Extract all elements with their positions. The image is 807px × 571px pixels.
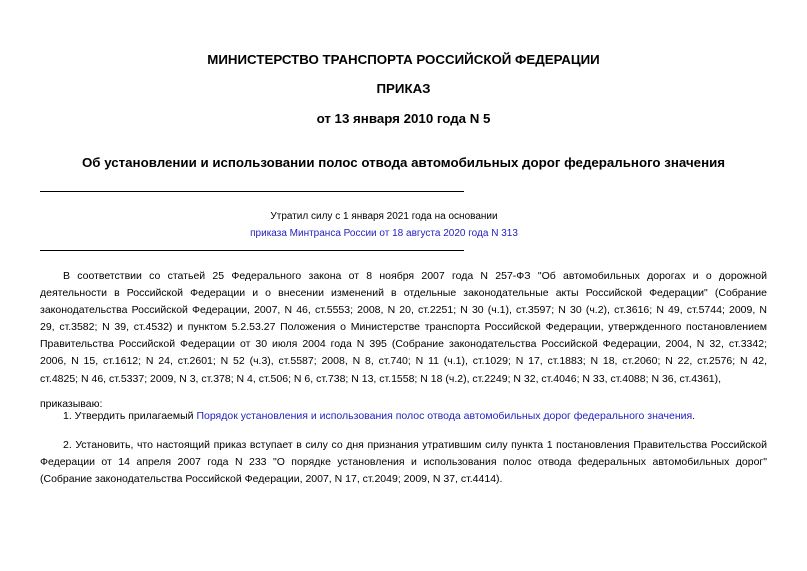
- order-item-1-suffix: .: [692, 410, 696, 422]
- ministry-heading: МИНИСТЕРСТВО ТРАНСПОРТА РОССИЙСКОЙ ФЕДЕРАЦИИ: [207, 52, 600, 67]
- order-item-2-line: Федерации от 14 апреля 2007 года N 233 "О порядке установления и использования полос отвода федеральных автомобильных дорог": [40, 456, 767, 469]
- status-note: Утратил силу с 1 января 2021 года на основании: [270, 211, 498, 222]
- order-item-2-line: (Собрание законодательства Российской Федерации, 2007, N 17, ст.2049; 2009, N 37, ст.4414).: [40, 473, 503, 486]
- order-item-2-line: 2. Установить, что настоящий приказ вступает в силу со дня признания утратившим силу пункта 1 постановления Правительства Российской: [63, 439, 767, 451]
- preamble-line: 29, ст.3582; N 39, ст.4532) и пунктом 5.2.53.27 Положения о Министерстве транспорта Российской Федерации, утвержденного постановлением: [40, 321, 767, 334]
- preamble-line: ст.4825; N 46, ст.5337; 2009, N 3, ст.378; N 4, ст.506; N 6, ст.738; N 13, ст.1558; N 18 (ч.2), ст.2249; N 32, ст.4046; N 33, ст.4088; N 36, ст.4361),: [40, 372, 722, 385]
- order-item-2: [40, 437, 767, 488]
- orders-word: приказываю:: [40, 398, 103, 410]
- preamble-paragraph: [40, 268, 767, 388]
- order-item-1: [63, 408, 695, 424]
- preamble-line: Правительства Российской Федерации от 30 июля 2004 года N 395 (Собрание законодательства Российской Федерации, 2004, N 32, ст.3342;: [40, 338, 767, 351]
- procedure-link[interactable]: Порядок установления и использования полос отвода автомобильных дорог федерального значения: [196, 410, 693, 422]
- order-item-1-prefix: 1. Утвердить прилагаемый: [63, 410, 197, 422]
- divider-top: [40, 191, 464, 192]
- preamble-line: 2006, N 15, ст.1612; N 24, ст.2601; N 52 (ч.3), ст.5587; 2008, N 8, ст.740; N 11 (ч.1), ст.1029; N 17, ст.1883; N 18, ст.2060; N 22, ст.2576; N 42,: [40, 355, 767, 368]
- document-type-heading: ПРИКАЗ: [376, 81, 431, 96]
- preamble-line: законодательства Российской Федерации, 2007, N 46, ст.5553; 2008, N 20, ст.2251; N 30 (ч.1), ст.3597; N 30 (ч.2), ст.3616; N 49, ст.5744; 2009, N: [40, 304, 767, 317]
- date-number-heading: от 13 января 2010 года N 5: [316, 111, 491, 126]
- preamble-line: В соответствии со статьей 25 Федерального закона от 8 ноября 2007 года N 257-ФЗ "Об автомобильных дорогах и о дорожной: [63, 270, 767, 282]
- divider-bottom: [40, 250, 464, 251]
- status-link-line: [40, 228, 728, 240]
- document-title: Об установлении и использовании полос отвода автомобильных дорог федерального значения: [81, 155, 726, 170]
- preamble-line: деятельности в Российской Федерации и о внесении изменений в отдельные законодательные акты Российской Федерации" (Собрание: [40, 287, 767, 300]
- repeal-order-link[interactable]: приказа Минтранса России от 18 августа 2020 года N 313: [250, 228, 518, 239]
